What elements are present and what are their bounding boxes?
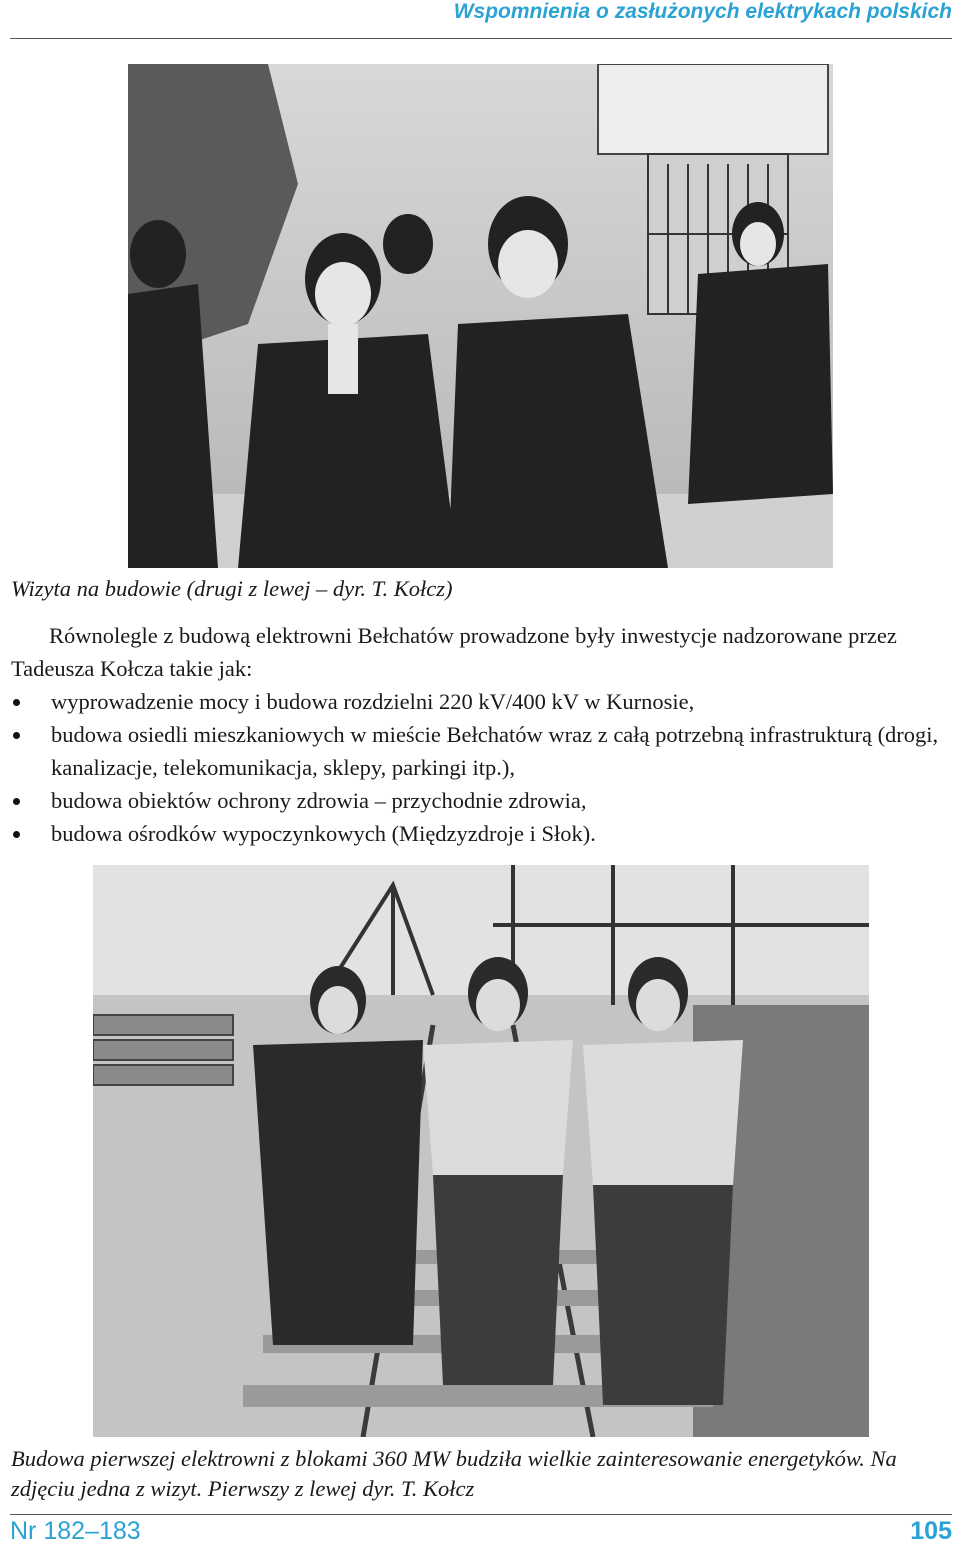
issue-number: Nr 182–183 [10,1517,141,1545]
header-divider [10,38,952,39]
photo2-caption: Budowa pierwszej elektrowni z blokami 360 MW budziła wielkie zainteresowanie energetyków. Na zdjęciu jedna z wizyt. Pierwszy z lewej dyr. T. Kołcz [11,1446,897,1501]
list-item: budowa ośrodków wypoczynkowych (Międzyzdroje i Słok). [11,817,948,850]
article-body [11,619,948,850]
investment-list [11,685,948,850]
photo1-caption: Wizyta na budowie (drugi z lewej – dyr. T. Kołcz) [11,576,453,601]
page-number: 105 [910,1517,952,1545]
bullet-icon [13,831,20,838]
intro-paragraph: Równolegle z budową elektrowni Bełchatów prowadzone były inwestycje nadzorowane przez Tadeusza Kołcza takie jak: [11,623,897,681]
photo-site-visit [128,64,833,568]
footer-divider [10,1514,952,1515]
bullet-icon [13,798,20,805]
list-item: wyprowadzenie mocy i budowa rozdzielni 220 kV/400 kV w Kurnosie, [11,685,948,718]
list-item: budowa obiektów ochrony zdrowia – przychodnie zdrowia, [11,784,948,817]
bullet-icon [13,699,20,706]
bullet-icon [13,732,20,739]
photo-power-plant-construction [93,865,869,1437]
running-header: Wspomnienia o zasłużonych elektrykach polskich [453,0,952,23]
list-item: budowa osiedli mieszkaniowych w mieście Bełchatów wraz z całą potrzebną infrastrukturą (drogi, kanalizacje, telekomunikacja, sklepy, parkingi itp.), [11,718,948,784]
